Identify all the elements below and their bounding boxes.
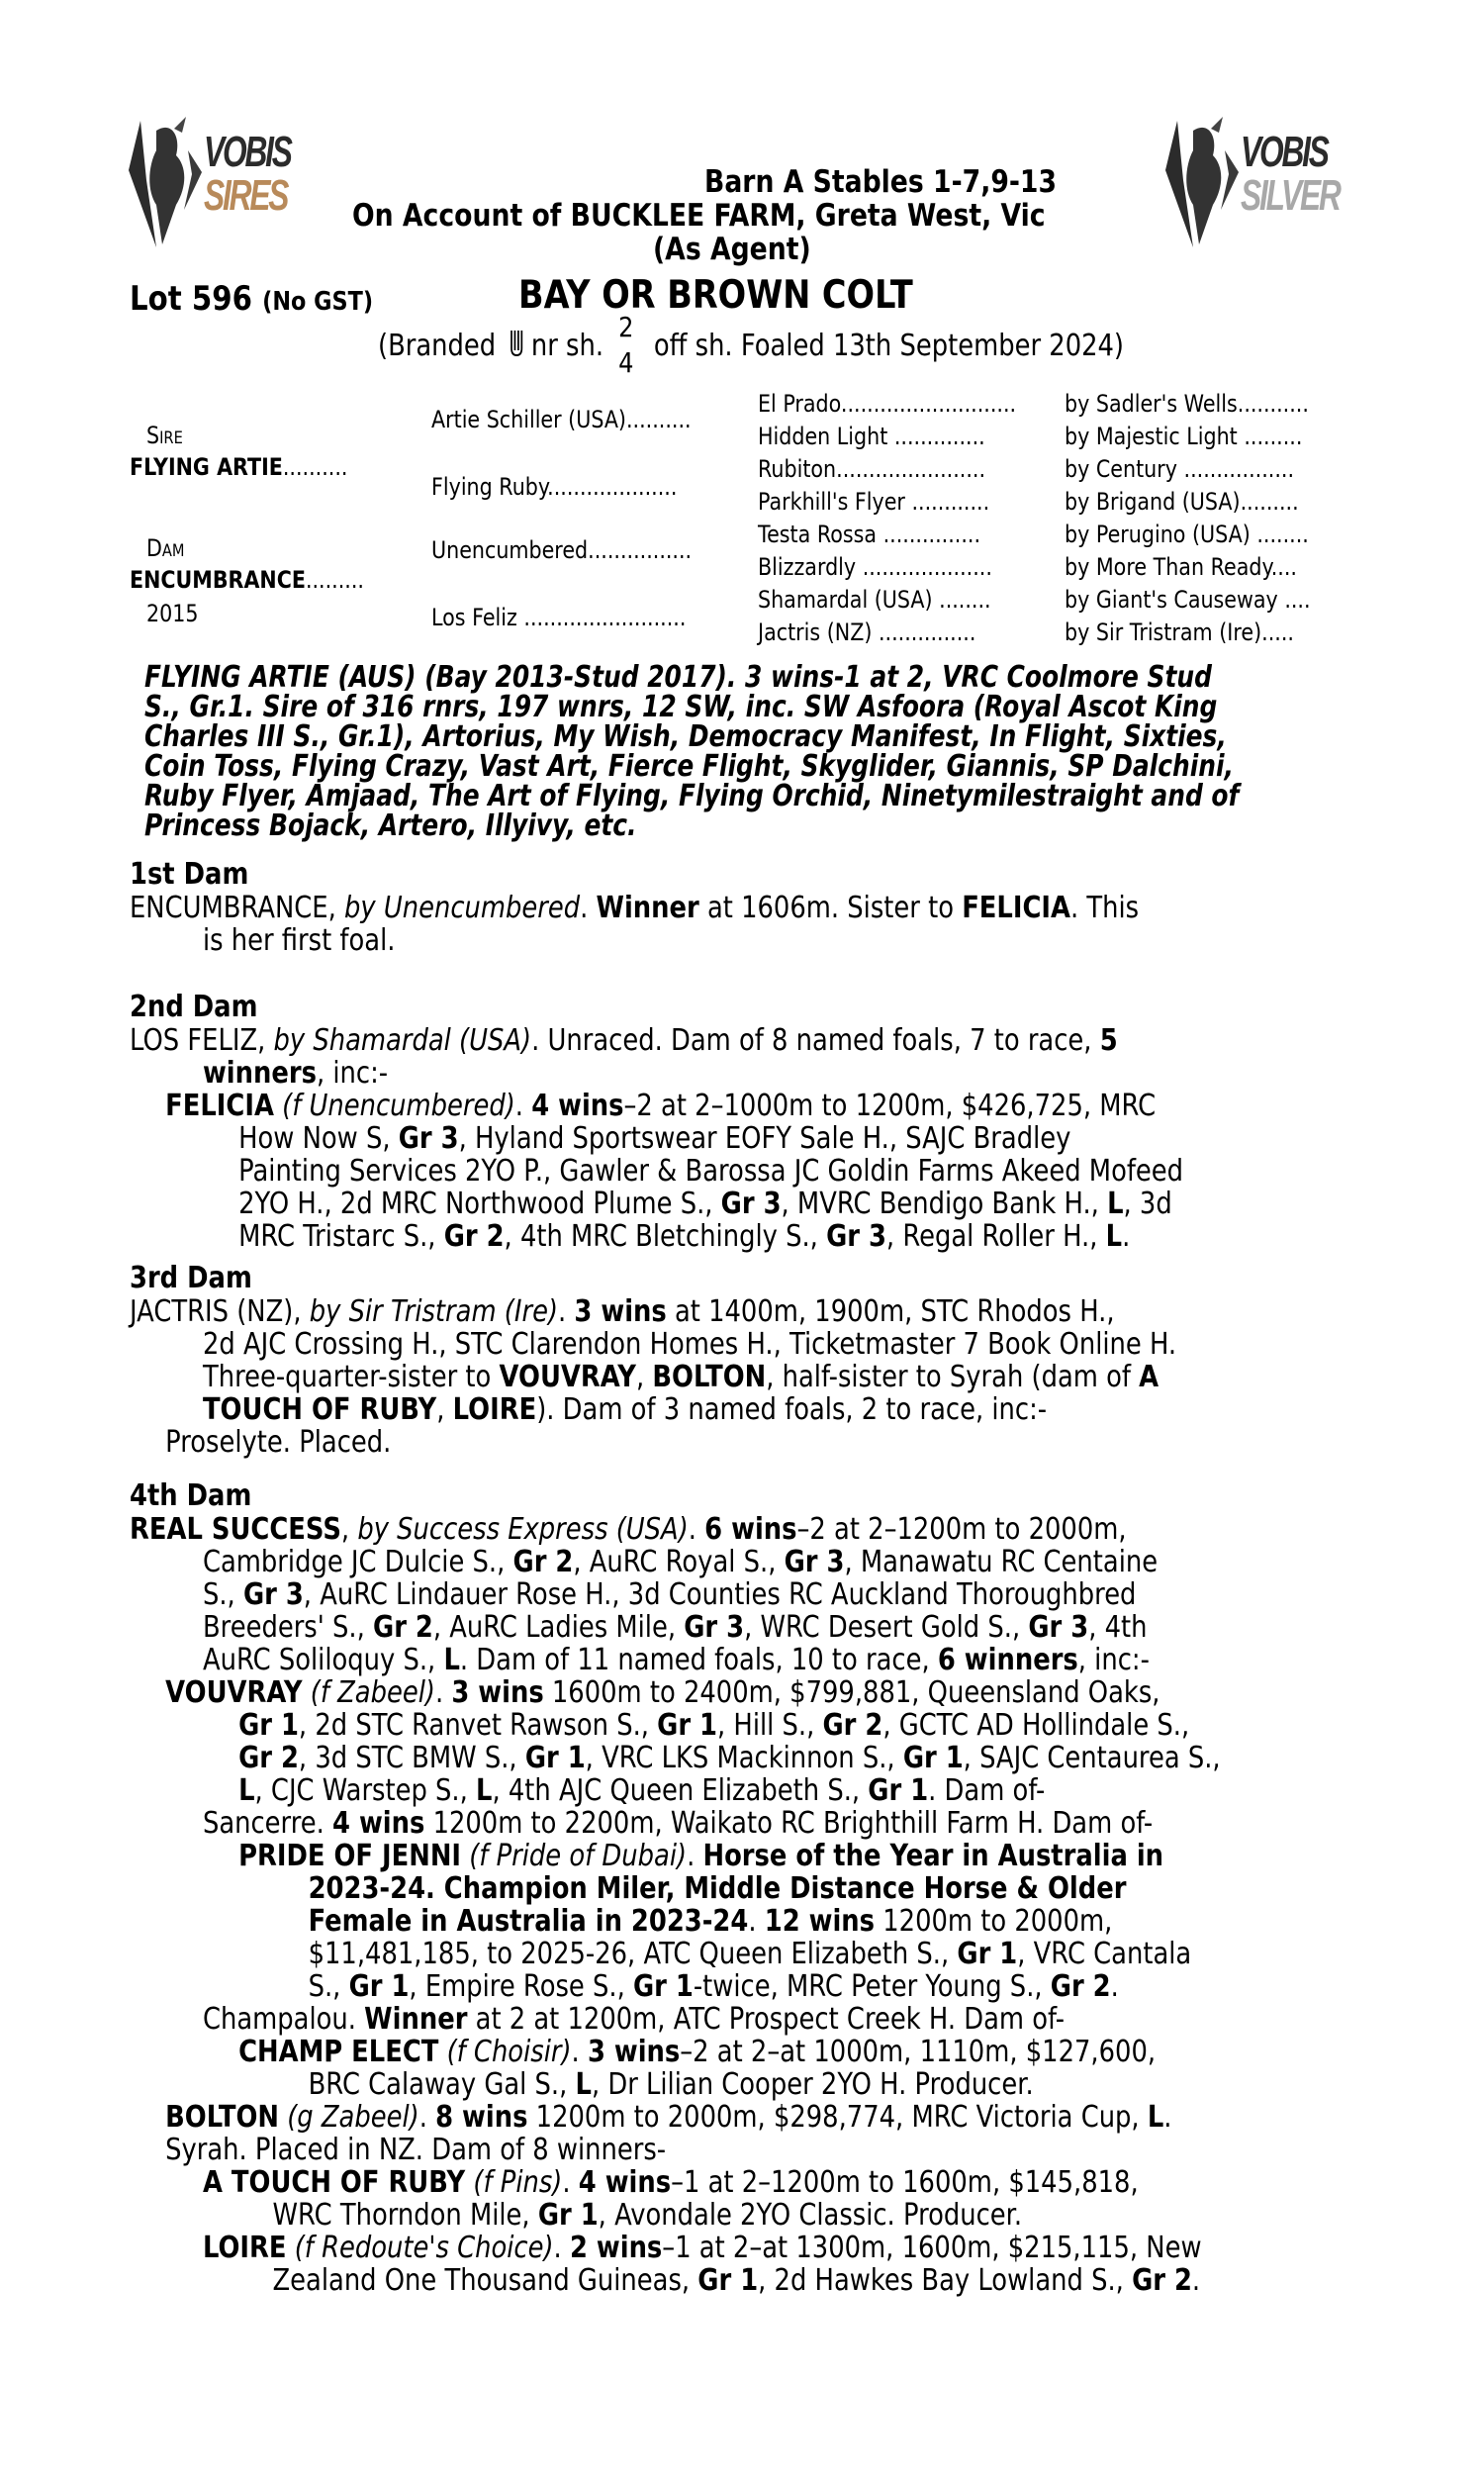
vobis-sires-logo xyxy=(127,111,325,249)
text: S., xyxy=(202,1577,243,1612)
text: . xyxy=(1122,1219,1131,1254)
text: , Regal Roller H., xyxy=(885,1219,1106,1254)
bold-text: Winner xyxy=(596,891,699,925)
bold-text: L xyxy=(238,1773,255,1808)
text: , Avondale 2YO Classic. Producer. xyxy=(598,2198,1023,2233)
italic-text: (f Unencumbered) xyxy=(282,1089,515,1123)
bold-text: Gr 2 xyxy=(1132,2263,1192,2298)
pedigree-gen4: by Perugino (USA) ........ xyxy=(1065,521,1309,548)
text xyxy=(279,2100,287,2135)
bold-text: Horse of the Year in Australia in xyxy=(702,1839,1164,1873)
gen3-name: Hidden Light xyxy=(758,423,888,450)
bold-text: LOIRE xyxy=(452,1392,537,1427)
text: , 4th AJC Queen Elizabeth S., xyxy=(492,1773,869,1808)
text: . Unraced. Dam of 8 named foals, 7 to race, xyxy=(531,1023,1100,1058)
bold-text: L xyxy=(575,2067,592,2102)
text: at 1400m, 1900m, STC Rhodos H., xyxy=(666,1294,1115,1329)
text: . xyxy=(562,2165,579,2200)
branded-mid: nr sh. xyxy=(530,329,604,363)
bold-text: 8 wins xyxy=(435,2100,528,2135)
gen4-name: by Perugino (USA) xyxy=(1065,521,1251,548)
gst-note: (No GST) xyxy=(262,287,374,317)
text: . xyxy=(688,1512,705,1547)
text-line xyxy=(130,1220,1184,1253)
gen3-name: Testa Rossa xyxy=(758,521,878,548)
bold-text: 12 wins xyxy=(764,1904,876,1939)
bold-text: Gr 1 xyxy=(697,2263,759,2298)
italic-text: by Unencumbered xyxy=(344,891,581,925)
bold-text: Gr 1 xyxy=(537,2198,599,2233)
text: , AuRC Ladies Mile, xyxy=(432,1610,685,1645)
pedigree-gen4: by Giant's Causeway .... xyxy=(1065,586,1311,614)
text: Cambridge JC Dulcie S., xyxy=(202,1545,513,1579)
bold-text: Gr 1 xyxy=(657,1708,718,1743)
gen3-name: Shamardal (USA) xyxy=(758,586,933,614)
italic-text: (f Choisir) xyxy=(446,2035,572,2069)
text: , xyxy=(340,1512,358,1547)
text-line xyxy=(130,1090,1184,1122)
bold-text: Gr 1 xyxy=(902,1741,964,1775)
text: Breeders' S., xyxy=(202,1610,374,1645)
gen2-name: Los Feliz xyxy=(431,604,517,631)
text: -twice, MRC Peter Young S., xyxy=(693,1969,1051,2004)
text: . xyxy=(558,1294,575,1329)
pedigree-gen3: Parkhill's Flyer ............ xyxy=(758,488,990,516)
gen3-name: Parkhill's Flyer xyxy=(758,488,905,516)
text: . xyxy=(580,891,597,925)
text: , inc:- xyxy=(1077,1643,1150,1677)
bold-text: 5 xyxy=(1099,1023,1118,1058)
pedigree-gen3: El Prado........................... xyxy=(758,390,1017,418)
pedigree-gen4: by More Than Ready.... xyxy=(1065,553,1297,581)
text-line xyxy=(130,1328,1184,1361)
dam-name: ENCUMBRANCE......... xyxy=(130,566,364,594)
bold-text: Gr 2 xyxy=(373,1610,433,1645)
italic-text: (f Pins) xyxy=(473,2165,563,2200)
text-line xyxy=(130,2036,1184,2068)
text: 2YO H., 2d MRC Northwood Plume S., xyxy=(238,1187,721,1221)
text: , 4th xyxy=(1088,1610,1148,1645)
text: 1600m to 2400m, $799,881, Queensland Oaks, xyxy=(543,1675,1160,1710)
text: LOS FELIZ, xyxy=(130,1023,274,1058)
pedigree-gen3: Hidden Light .............. xyxy=(758,423,985,450)
sire-desc-line: Charles III S., Gr.1), Artorius, My Wish, Democracy Manifest, In Flight, Sixties, xyxy=(144,719,1227,754)
logo-word-vobis: VOBIS xyxy=(1241,128,1328,176)
pedigree-gen2: Artie Schiller (USA).......... xyxy=(431,406,692,433)
logo-word-vobis: VOBIS xyxy=(204,128,291,176)
text: , CJC Warstep S., xyxy=(254,1773,477,1808)
text: Painting Services 2YO P., Gawler & Barossa JC Goldin Farms Akeed Mofeed xyxy=(238,1154,1184,1189)
text-line xyxy=(130,892,1184,924)
dam-year: 2015 xyxy=(146,600,199,627)
dam-paragraph xyxy=(130,1295,1184,1459)
text: WRC Thorndon Mile, xyxy=(272,2198,538,2233)
bold-text: 4 wins xyxy=(531,1089,624,1123)
dam-paragraph xyxy=(130,892,1184,957)
fraction-denominator: 4 xyxy=(618,346,634,379)
text-line xyxy=(130,1807,1184,1840)
italic-text: (f Redoute's Choice) xyxy=(294,2231,554,2265)
italic-text: (f Zabeel) xyxy=(310,1675,435,1710)
text: S., xyxy=(308,1969,349,2004)
text: , Hyland Sportswear EOFY Sale H., SAJC Bradley xyxy=(458,1121,1071,1156)
bold-text: A TOUCH OF RUBY xyxy=(202,2165,466,2200)
text-line xyxy=(130,1295,1184,1328)
text-line xyxy=(130,1155,1184,1188)
pedigree-gen4: by Brigand (USA)......... xyxy=(1065,488,1299,516)
bold-text: FELICIA xyxy=(165,1089,274,1123)
text: at 2 at 1200m, ATC Prospect Creek H. Dam of- xyxy=(467,2002,1066,2037)
text: . xyxy=(687,1839,703,1873)
pedigree-gen3: Rubiton....................... xyxy=(758,455,986,483)
text: ). Dam of 3 named foals, 2 to race, inc:- xyxy=(536,1392,1048,1427)
agent-note: (As Agent) xyxy=(653,232,811,267)
text: , VRC Cantala xyxy=(1017,1937,1192,1971)
pedigree-gen2: Los Feliz ......................... xyxy=(431,604,687,631)
bold-text: CHAMP ELECT xyxy=(238,2035,439,2069)
text: . xyxy=(514,1089,532,1123)
text: ENCUMBRANCE, xyxy=(130,891,345,925)
bold-text: Gr 2 xyxy=(1050,1969,1111,2004)
text: Champalou. xyxy=(202,2002,365,2037)
text-line xyxy=(130,1872,1184,1905)
dam-paragraph xyxy=(130,1512,1221,2298)
text: , half-sister to Syrah (dam of xyxy=(766,1360,1140,1394)
gen4-name: by Brigand (USA) xyxy=(1065,488,1241,516)
text-line xyxy=(130,1546,1184,1578)
gen4-name: by Sadler's Wells xyxy=(1065,390,1238,418)
bold-text: Gr 3 xyxy=(684,1610,745,1645)
text-line xyxy=(130,1393,1184,1426)
gen4-name: by Century xyxy=(1065,455,1177,483)
text-line xyxy=(130,1578,1184,1611)
text-line xyxy=(130,1122,1184,1155)
third-dam-section xyxy=(130,1261,1356,1459)
horse-rider-icon xyxy=(127,111,206,249)
bold-text: LOIRE xyxy=(202,2231,287,2265)
pedigree-gen3: Jactris (NZ) ............... xyxy=(758,618,976,646)
text-line xyxy=(130,924,1184,957)
sire-desc-line: S., Gr.1. Sire of 316 rnrs, 197 wnrs, 12 SW, inc. SW Asfoora (Royal Ascot King xyxy=(144,690,1218,724)
sire-desc-line: Coin Toss, Flying Crazy, Vast Art, Fierce Flight, Skyglider, Giannis, SP Dalchini, xyxy=(144,749,1234,784)
text: . xyxy=(434,1675,452,1710)
bold-text: Gr 2 xyxy=(512,1545,574,1579)
bold-text: Gr 1 xyxy=(238,1708,299,1743)
bold-text: Gr 3 xyxy=(1028,1610,1089,1645)
text: . xyxy=(1110,1969,1119,2004)
text: –2 at 2–at 1000m, 1110m, $127,600, xyxy=(680,2035,1157,2069)
bold-text: BOLTON xyxy=(165,2100,280,2135)
text: 1200m to 2000m, xyxy=(875,1904,1113,1939)
text-line xyxy=(130,1905,1184,1938)
dam-heading: 3rd Dam xyxy=(130,1261,252,1295)
text: . xyxy=(1191,2263,1201,2298)
fraction-numerator: 2 xyxy=(618,311,634,343)
text: 1200m to 2200m, Waikato RC Brighthill Farm H. Dam of- xyxy=(424,1806,1154,1841)
text: , WRC Desert Gold S., xyxy=(744,1610,1029,1645)
horse-rider-icon xyxy=(1163,111,1243,249)
text: , 2d STC Ranvet Rawson S., xyxy=(298,1708,658,1743)
text: How Now S, xyxy=(238,1121,399,1156)
bold-text: A xyxy=(1139,1360,1159,1394)
italic-text: by Shamardal (USA) xyxy=(273,1023,532,1058)
bold-text: winners xyxy=(202,1056,317,1091)
bold-text: Gr 2 xyxy=(822,1708,883,1743)
text: . xyxy=(418,2100,436,2135)
dam-paragraph xyxy=(130,1024,1184,1253)
text: , xyxy=(436,1392,453,1427)
text: , AuRC Royal S., xyxy=(573,1545,785,1579)
bold-text: Gr 1 xyxy=(957,1937,1018,1971)
bold-text: L xyxy=(1147,2100,1164,2135)
gen4-name: by Majestic Light xyxy=(1065,423,1238,450)
bold-text: Gr 2 xyxy=(238,1741,299,1775)
dam-heading: 4th Dam xyxy=(130,1478,252,1513)
text: , Empire Rose S., xyxy=(409,1969,633,2004)
text-line xyxy=(130,1611,1184,1644)
brand-symbol-icon xyxy=(508,329,526,358)
gen4-name: by Sir Tristram (Ire) xyxy=(1065,618,1262,646)
text-line xyxy=(130,1024,1184,1057)
bold-text: REAL SUCCESS xyxy=(130,1512,341,1547)
bold-text: PRIDE OF JENNI xyxy=(238,1839,462,1873)
pedigree-gen2: Flying Ruby.................... xyxy=(431,473,678,501)
text: JACTRIS (NZ), xyxy=(130,1294,310,1329)
text: , Dr Lilian Cooper 2YO H. Producer. xyxy=(591,2067,1034,2102)
bold-text: FELICIA xyxy=(962,891,1070,925)
pedigree-gen3: Blizzardly .................... xyxy=(758,553,992,581)
text: . xyxy=(571,2035,588,2069)
text xyxy=(274,1089,282,1123)
bold-text: 3 wins xyxy=(587,2035,681,2069)
gen2-name: Artie Schiller (USA) xyxy=(431,406,626,433)
text-line xyxy=(130,2199,1184,2232)
italic-text: by Success Express (USA) xyxy=(357,1512,689,1547)
bold-text: 4 wins xyxy=(578,2165,672,2200)
text-line xyxy=(130,1644,1184,1676)
text: 1200m to 2000m, $298,774, MRC Victoria Cup, xyxy=(527,2100,1148,2135)
text: , VRC LKS Mackinnon S., xyxy=(585,1741,903,1775)
text-line xyxy=(130,2231,1202,2265)
bold-text: Gr 1 xyxy=(632,1969,694,2004)
text: Sancerre. xyxy=(202,1806,333,1841)
text: , 3d STC BMW S., xyxy=(298,1741,525,1775)
gen3-name: Blizzardly xyxy=(758,553,857,581)
text-line xyxy=(130,2068,1184,2101)
text: at 1606m. Sister to xyxy=(698,891,963,925)
italic-text: (f Pride of Dubai) xyxy=(469,1839,688,1873)
pedigree-gen4: by Sadler's Wells........... xyxy=(1065,390,1309,418)
text: . This xyxy=(1069,891,1140,925)
logo-word-sires: SIRES xyxy=(204,171,288,220)
sire-desc-line: FLYING ARTIE (AUS) (Bay 2013-Stud 2017). 3 wins-1 at 2, VRC Coolmore Stud xyxy=(144,660,1212,695)
bold-text: 2 wins xyxy=(569,2231,663,2265)
vobis-silver-logo xyxy=(1163,111,1361,249)
second-dam-section xyxy=(130,990,1356,1253)
pedigree-gen4: by Majestic Light ......... xyxy=(1065,423,1303,450)
bold-text: L xyxy=(476,1773,493,1808)
pedigree-gen3: Testa Rossa ............... xyxy=(758,521,981,548)
text-line xyxy=(130,1188,1184,1220)
text-line xyxy=(130,2134,1184,2166)
gen3-name: Jactris (NZ) xyxy=(758,618,873,646)
text: Proselyte. Placed. xyxy=(165,1425,392,1460)
text: MRC Tristarc S., xyxy=(238,1219,444,1254)
text: , Hill S., xyxy=(717,1708,823,1743)
dam-name-text: ENCUMBRANCE xyxy=(130,566,306,594)
text: , 3d xyxy=(1123,1187,1172,1221)
gen2-name: Unencumbered xyxy=(431,536,589,564)
text: , 2d Hawkes Bay Lowland S., xyxy=(758,2263,1133,2298)
bold-text: TOUCH OF RUBY xyxy=(202,1392,437,1427)
bold-text: Gr 3 xyxy=(826,1219,886,1254)
text xyxy=(438,2035,446,2069)
text: . Dam of 11 named foals, 10 to race, xyxy=(459,1643,938,1677)
sire-desc-line: Princess Bojack, Artero, Illyivy, etc. xyxy=(144,809,637,843)
text: –2 at 2–1000m to 1200m, $426,725, MRC xyxy=(623,1089,1157,1123)
text: , inc:- xyxy=(316,1056,389,1091)
pedigree-gen4: by Century ................. xyxy=(1065,455,1295,483)
dam-label: Dam xyxy=(146,534,185,562)
bold-text: 3 wins xyxy=(451,1675,544,1710)
text: –2 at 2–1200m to 2000m, xyxy=(796,1512,1127,1547)
text: . Dam of- xyxy=(928,1773,1046,1808)
text-line xyxy=(130,1057,1184,1090)
gen4-name: by More Than Ready xyxy=(1065,553,1271,581)
sire-name: FLYING ARTIE.......... xyxy=(130,453,348,481)
text: Three-quarter-sister to xyxy=(202,1360,500,1394)
bold-text: 6 winners xyxy=(937,1643,1078,1677)
first-dam-section xyxy=(130,857,1356,957)
text-line xyxy=(130,1361,1184,1393)
italic-text: (g Zabeel) xyxy=(287,2100,419,2135)
text-line xyxy=(130,1970,1184,2003)
gen3-name: El Prado xyxy=(758,390,841,418)
text-line xyxy=(130,1840,1184,1872)
pedigree-gen3: Shamardal (USA) ........ xyxy=(758,586,991,614)
bold-text: L xyxy=(1107,1187,1124,1221)
text: Zealand One Thousand Guineas, xyxy=(272,2263,698,2298)
gen4-name: by Giant's Causeway xyxy=(1065,586,1278,614)
text: , GCTC AD Hollindale S., xyxy=(882,1708,1190,1743)
text: , SAJC Centaurea S., xyxy=(963,1741,1221,1775)
bold-text: Gr 1 xyxy=(868,1773,929,1808)
text: , xyxy=(635,1360,653,1394)
text: –1 at 2–at 1300m, 1600m, $215,115, New xyxy=(662,2231,1202,2265)
text-line xyxy=(130,2101,1184,2134)
vendor-account: On Account of BUCKLEE FARM, Greta West, Vic xyxy=(352,198,1046,234)
text-line xyxy=(130,2003,1184,2036)
text-line xyxy=(130,1937,1192,1971)
lot-number xyxy=(130,279,373,319)
text-line xyxy=(130,1676,1184,1709)
sire-desc-line: Ruby Flyer, Amjaad, The Art of Flying, Flying Orchid, Ninetymilestraight and of xyxy=(144,779,1240,813)
text: BRC Calaway Gal S., xyxy=(308,2067,576,2102)
text: . xyxy=(1163,2100,1172,2135)
text: , MVRC Bendigo Bank H., xyxy=(781,1187,1108,1221)
bold-text: 4 wins xyxy=(332,1806,425,1841)
branded-suffix: off sh. Foaled 13th September 2024) xyxy=(653,329,1125,363)
barn-stables: Barn A Stables 1-7,9-13 xyxy=(704,164,1058,200)
lot-label: Lot 596 xyxy=(130,279,252,319)
text xyxy=(303,1675,311,1710)
pedigree-gen4: by Sir Tristram (Ire)..... xyxy=(1065,618,1294,646)
bold-text: 3 wins xyxy=(574,1294,667,1329)
text xyxy=(465,2165,473,2200)
pedigree-gen2: Unencumbered................ xyxy=(431,536,693,564)
italic-text: by Sir Tristram (Ire) xyxy=(309,1294,559,1329)
branded-prefix: (Branded xyxy=(378,329,497,363)
logo-word-silver: SILVER xyxy=(1241,171,1340,220)
text-line xyxy=(130,1426,1184,1459)
fourth-dam-section xyxy=(130,1478,1356,2297)
text-line xyxy=(130,1708,1190,1743)
brand-foaled-line xyxy=(378,311,1125,379)
text xyxy=(287,2231,295,2265)
bold-text: Gr 3 xyxy=(784,1545,845,1579)
bold-text: Gr 3 xyxy=(398,1121,459,1156)
sire-name-text: FLYING ARTIE xyxy=(130,453,283,481)
text-line xyxy=(130,1774,1184,1807)
bold-text: Gr 3 xyxy=(720,1187,782,1221)
brand-fraction xyxy=(611,311,645,379)
text: AuRC Soliloquy S., xyxy=(202,1643,444,1677)
text-line xyxy=(130,2166,1184,2199)
bold-text: VOUVRAY xyxy=(165,1675,303,1710)
sire-description xyxy=(144,660,1240,843)
text: , Manawatu RC Centaine xyxy=(844,1545,1159,1579)
text: Syrah. Placed in NZ. Dam of 8 winners- xyxy=(165,2133,667,2167)
bold-text: 6 wins xyxy=(704,1512,797,1547)
text-line xyxy=(130,1741,1221,1775)
bold-text: BOLTON xyxy=(652,1360,767,1394)
text: –1 at 2–1200m to 1600m, $145,818, xyxy=(671,2165,1139,2200)
bold-text: Winner xyxy=(364,2002,468,2037)
bold-text: Female in Australia in 2023-24 xyxy=(308,1904,749,1939)
bold-text: 2023-24. Champion Miler, Middle Distance Horse & Older xyxy=(308,1871,1127,1906)
bold-text: VOUVRAY xyxy=(499,1360,636,1394)
bold-text: Gr 1 xyxy=(524,1741,586,1775)
text: 2d AJC Crossing H., STC Clarendon Homes H., Ticketmaster 7 Book Online H. xyxy=(202,1327,1177,1362)
gen3-name: Rubiton xyxy=(758,455,837,483)
dam-heading: 2nd Dam xyxy=(130,990,258,1024)
bold-text: L xyxy=(443,1643,460,1677)
text: , AuRC Lindauer Rose H., 3d Counties RC Auckland Thoroughbred xyxy=(303,1577,1137,1612)
text: . xyxy=(748,1904,765,1939)
text xyxy=(461,1839,469,1873)
bold-text: Gr 2 xyxy=(443,1219,505,1254)
bold-text: L xyxy=(1105,1219,1123,1254)
bold-text: Gr 1 xyxy=(348,1969,410,2004)
bold-text: Gr 3 xyxy=(242,1577,304,1612)
text: $11,481,185, to 2025-26, ATC Queen Elizabeth S., xyxy=(308,1937,958,1971)
text: is her first foal. xyxy=(202,923,396,958)
text: . xyxy=(553,2231,570,2265)
text-line xyxy=(130,2263,1201,2298)
text: , 4th MRC Bletchingly S., xyxy=(504,1219,827,1254)
text-line xyxy=(130,1513,1184,1546)
lot-title: BAY OR BROWN COLT xyxy=(518,273,913,318)
gen2-name: Flying Ruby xyxy=(431,473,548,501)
dam-heading: 1st Dam xyxy=(130,857,249,892)
sire-label: Sire xyxy=(146,422,183,449)
